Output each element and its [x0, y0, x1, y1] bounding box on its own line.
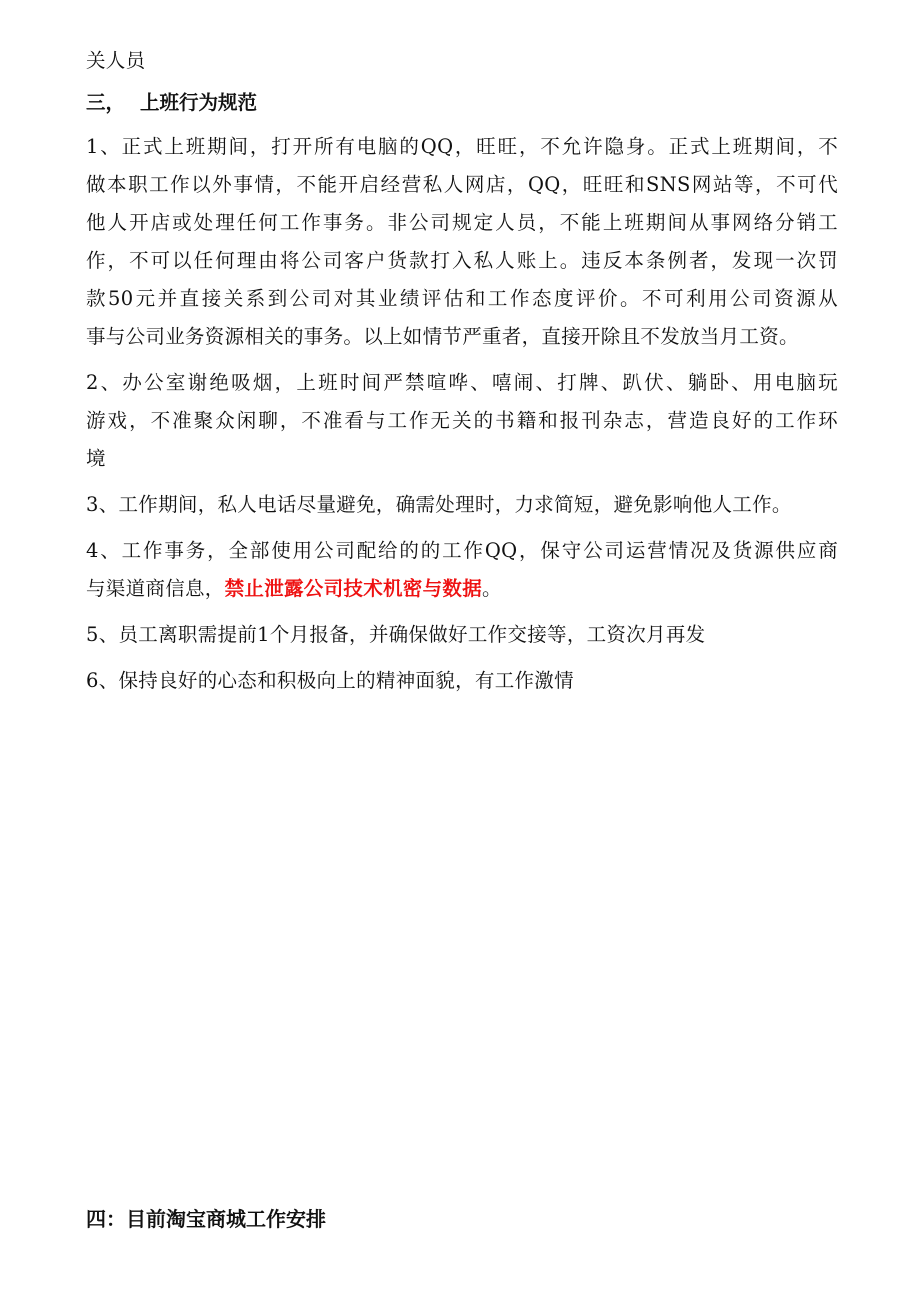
rule-item-1: [86, 128, 838, 356]
rule-line: 作，不可以任何理由将公司客户货款打入私人账上。违反本条例者，发现一次罚: [86, 249, 838, 272]
rule-item-4: [86, 532, 838, 608]
rule-line: 4、工作事务，全部使用公司配给的的工作QQ，保守公司运营情况及货源供应商: [86, 539, 838, 562]
rule-text: 与渠道商信息，: [86, 577, 225, 600]
rule-line: 游戏，不准聚众闲聊，不准看与工作无关的书籍和报刊杂志，营造良好的工作环: [86, 409, 838, 432]
rule-line: 款50元并直接关系到公司对其业绩评估和工作态度评价。不可利用公司资源从: [86, 287, 838, 310]
rule-line: 他人开店或处理任何工作事务。非公司规定人员，不能上班期间从事网络分销工: [86, 211, 838, 234]
rule-line: 做本职工作以外事情，不能开启经营私人网店，QQ，旺旺和SNS网站等，不可代: [86, 173, 838, 196]
rule-line: 6、保持良好的心态和积极向上的精神面貌，有工作激情: [86, 669, 574, 692]
intro-tail-text: 关人员: [86, 49, 146, 72]
section-4-heading: 四：目前淘宝商城工作安排: [86, 1207, 326, 1231]
section-3-title: 上班行为规范: [140, 91, 258, 114]
rule-item-6: [86, 662, 838, 700]
rule-line: 1、正式上班期间，打开所有电脑的QQ，旺旺，不允许隐身。正式上班期间，不: [86, 135, 838, 158]
rule-line: 5、员工离职需提前1个月报备，并确保做好工作交接等，工资次月再发: [86, 623, 706, 646]
rule-line: 2、办公室谢绝吸烟，上班时间严禁喧哗、嘻闹、打牌、趴伏、躺卧、用电脑玩: [86, 371, 838, 394]
rule-item-2: [86, 364, 838, 478]
rule-line: 境: [86, 447, 106, 470]
document-page: [86, 42, 838, 708]
confidentiality-highlight: 禁止泄露公司技术机密与数据: [224, 577, 483, 600]
rule-item-3: [86, 486, 838, 524]
section-3-heading: [86, 84, 838, 122]
rule-text: 。: [482, 577, 502, 600]
rule-item-5: [86, 616, 838, 654]
rule-line: 3、工作期间，私人电话尽量避免，确需处理时，力求简短，避免影响他人工作。: [86, 493, 792, 516]
rule-line: 事与公司业务资源相关的事务。以上如情节严重者，直接开除且不发放当月工资。: [86, 325, 799, 348]
section-3-number: 三，: [86, 91, 126, 114]
rule-line: [86, 570, 838, 608]
